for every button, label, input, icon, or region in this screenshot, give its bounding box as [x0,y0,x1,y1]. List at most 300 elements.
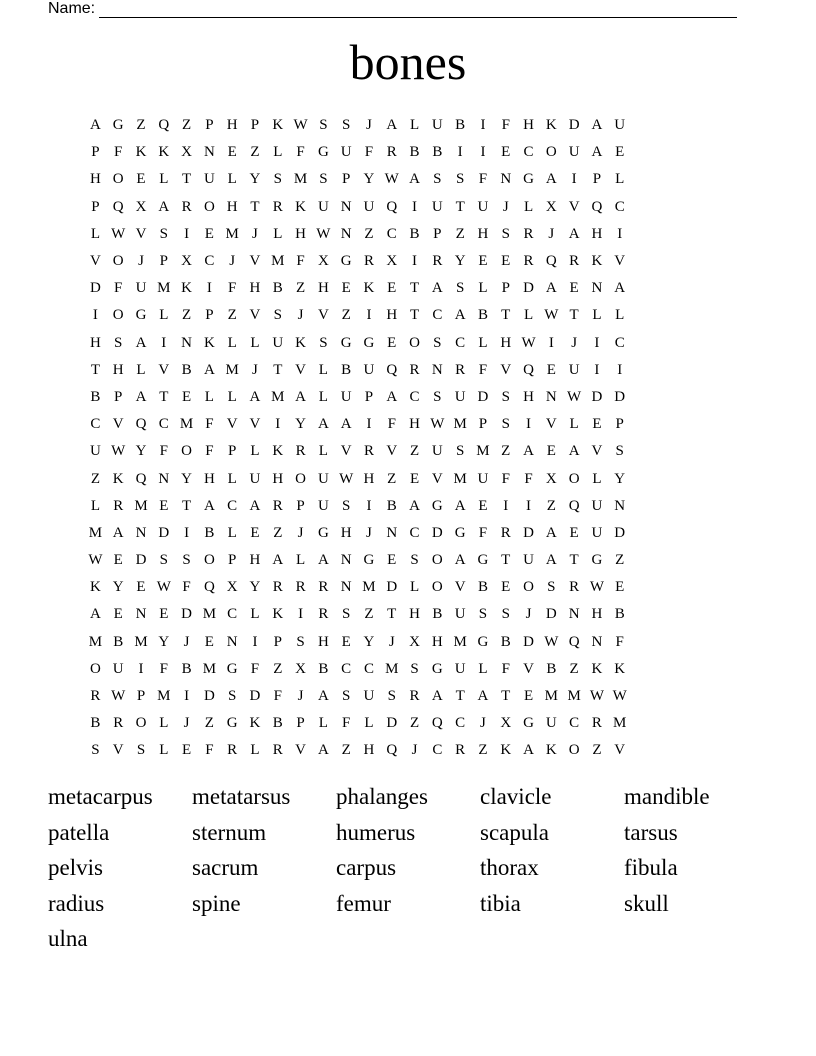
grid-letter: J [252,361,258,378]
grid-letter: F [205,742,214,759]
grid-letter: B [90,715,101,732]
word-list-item: tibia [480,890,521,916]
grid-letter: U [431,117,443,134]
grid-letter: S [433,334,442,351]
grid-letter: F [501,470,510,487]
grid-letter: F [250,660,260,677]
grid-letter: A [340,416,352,433]
grid-letter: V [500,361,512,378]
grid-letter: C [158,416,169,433]
grid-letter: X [386,253,398,270]
grid-letter: R [181,198,192,215]
grid-row [84,357,631,384]
grid-row [84,656,631,683]
grid-letter: S [501,225,510,242]
grid-letter: A [568,443,580,460]
grid-letter: M [271,253,285,270]
grid-letter: D [89,280,101,297]
grid-letter: M [202,606,217,623]
grid-letter: G [363,552,375,569]
grid-letter: B [181,660,192,677]
grid-letter: F [205,443,214,460]
grid-letter: U [568,144,580,161]
grid-letter: K [591,660,603,677]
grid-letter: O [203,552,215,569]
grid-letter: U [340,144,352,161]
grid-letter: V [386,443,398,460]
grid-letter: P [228,552,237,569]
grid-letter: G [477,633,489,650]
grid-letter: I [184,524,190,541]
grid-letter: J [480,715,486,732]
grid-letter: H [591,225,603,242]
grid-letter: M [544,688,558,705]
grid-letter: K [272,606,284,623]
grid-letter: T [501,552,511,569]
grid-letter: K [591,253,603,270]
grid-letter: L [318,443,328,460]
grid-letter: E [546,443,556,460]
grid-letter: J [252,225,258,242]
grid-letter: N [226,633,238,650]
grid-letter: W [293,117,308,134]
grid-letter: P [205,307,214,324]
grid-letter: K [203,334,215,351]
grid-letter: O [89,660,101,677]
grid-letter: T [455,198,465,215]
grid-letter: F [501,117,510,134]
grid-letter: I [480,144,486,161]
grid-letter: E [341,280,351,297]
grid-letter: S [341,497,351,514]
word-list-item: femur [336,890,391,916]
grid-letter: E [159,497,169,514]
grid-letter: H [272,470,284,487]
grid-letter: B [477,579,488,596]
grid-letter: A [591,144,603,161]
word-list-item: humerus [336,819,416,845]
grid-letter: C [455,334,466,351]
grid-letter: Q [135,416,147,433]
grid-letter: J [571,334,578,351]
grid-row [84,683,631,710]
grid-letter: M [225,225,239,242]
grid-letter: K [272,117,284,134]
grid-letter: F [228,280,237,297]
grid-letter: R [523,225,534,242]
grid-row [84,629,631,656]
grid-letter: I [275,416,281,433]
grid-letter: R [113,715,124,732]
grid-letter: E [159,606,169,623]
grid-letter: Q [386,742,398,759]
grid-letter: O [431,579,443,596]
grid-letter: Y [249,171,261,188]
grid-letter: D [431,524,443,541]
grid-letter: O [545,144,557,161]
grid-letter: Z [592,742,602,759]
grid-row [84,330,631,357]
grid-letter: I [571,171,577,188]
grid-letter: D [523,280,534,297]
grid-letter: I [92,307,98,324]
grid-letter: T [182,497,192,514]
grid-letter: R [591,715,602,732]
grid-letter: B [386,497,397,514]
grid-letter: P [159,253,168,270]
grid-letter: V [614,742,626,759]
name-field [48,0,737,18]
grid-letter: C [614,198,625,215]
grid-row [84,547,631,574]
grid-letter: A [545,524,557,541]
grid-letter: R [523,253,534,270]
grid-letter: D [203,688,215,705]
grid-letter: L [204,388,214,405]
grid-letter: Z [182,307,192,324]
grid-letter: D [523,633,534,650]
grid-letter: B [432,144,443,161]
grid-letter: L [273,225,283,242]
grid-letter: I [366,497,372,514]
grid-letter: S [273,307,282,324]
grid-letter: V [454,579,466,596]
name-label: Name: [48,0,96,17]
grid-letter: V [89,253,101,270]
grid-letter: W [544,633,559,650]
grid-letter: A [317,416,329,433]
grid-letter: C [204,253,215,270]
grid-letter: P [478,416,488,433]
grid-letter: N [340,198,352,215]
grid-letter: L [478,334,488,351]
grid-letter: L [318,715,328,732]
grid-letter: Q [386,361,398,378]
grid-letter: L [250,606,260,623]
grid-letter: E [182,742,192,759]
grid-row [84,601,631,628]
grid-letter: W [156,579,171,596]
grid-letter: F [273,688,282,705]
grid-letter: G [454,524,466,541]
grid-letter: X [181,144,192,161]
grid-letter: L [159,307,169,324]
grid-letter: U [89,443,101,460]
grid-letter: B [204,524,215,541]
grid-letter: O [135,715,147,732]
grid-letter: H [317,633,329,650]
grid-letter: J [366,524,372,541]
grid-letter: D [523,524,534,541]
grid-letter: H [500,334,512,351]
grid-letter: U [431,198,443,215]
grid-letter: P [433,225,442,242]
grid-letter: V [340,443,352,460]
grid-letter: K [545,742,557,759]
grid-letter: V [226,416,238,433]
grid-letter: P [91,198,100,215]
grid-letter: S [501,416,510,433]
grid-letter: Z [250,144,260,161]
grid-letter: A [249,388,261,405]
grid-letter: H [249,552,261,569]
grid-letter: U [454,660,466,677]
grid-letter: A [545,171,557,188]
grid-letter: K [295,198,306,215]
grid-letter: F [182,579,191,596]
grid-letter: J [388,633,395,650]
grid-letter: S [114,334,123,351]
grid-letter: X [409,633,420,650]
grid-letter: J [297,688,304,705]
grid-letter: R [272,198,283,215]
grid-letter: Y [614,470,626,487]
grid-letter: H [340,524,352,541]
grid-row [84,302,631,329]
grid-letter: V [591,443,603,460]
grid-row [84,520,631,547]
grid-letter: C [386,225,397,242]
grid-letter: V [249,307,261,324]
grid-letter: W [88,552,103,569]
grid-letter: P [250,117,260,134]
grid-letter: I [526,416,532,433]
grid-letter: W [544,307,559,324]
grid-letter: V [249,253,261,270]
grid-letter: X [181,253,192,270]
grid-letter: R [272,579,283,596]
grid-letter: L [250,443,260,460]
grid-letter: K [249,715,261,732]
grid-letter: A [545,280,557,297]
grid-letter: B [409,225,420,242]
grid-letter: R [569,579,580,596]
grid-row [84,493,631,520]
grid-letter: H [386,307,398,324]
grid-letter: G [135,307,147,324]
grid-letter: W [589,688,605,705]
grid-letter: L [159,715,169,732]
grid-letter: S [455,280,465,297]
grid-letter: U [317,198,329,215]
grid-letter: J [138,253,144,270]
grid-letter: E [478,497,488,514]
grid-letter: T [387,606,397,623]
word-list-item: spine [192,890,241,916]
grid-letter: C [432,307,443,324]
grid-letter: C [614,334,625,351]
grid-letter: I [366,307,372,324]
grid-letter: C [363,660,374,677]
grid-letter: A [249,497,261,514]
grid-letter: O [295,470,306,487]
grid-letter: R [569,253,580,270]
grid-letter: N [545,388,557,405]
grid-letter: X [545,198,557,215]
word-list-item: metacarpus [48,784,153,809]
grid-letter: M [134,497,148,514]
grid-row [84,112,631,139]
grid-letter: U [203,171,215,188]
grid-row [84,221,631,248]
grid-letter: K [363,280,375,297]
grid-row [84,166,631,193]
grid-letter: R [318,579,329,596]
grid-letter: D [568,117,580,134]
grid-letter: C [409,524,420,541]
grid-letter: E [227,144,237,161]
grid-letter: A [135,388,147,405]
grid-letter: L [227,524,237,541]
grid-letter: L [523,198,534,215]
grid-letter: T [182,171,192,188]
grid-letter: P [296,497,305,514]
grid-letter: E [136,171,146,188]
grid-letter: H [226,198,238,215]
grid-letter: R [409,361,420,378]
grid-letter: H [89,334,101,351]
grid-letter: E [546,361,556,378]
grid-letter: P [228,443,237,460]
grid-row [84,737,631,764]
grid-letter: Z [478,742,488,759]
grid-letter: U [568,361,580,378]
grid-letter: I [252,633,258,650]
grid-letter: A [568,225,580,242]
grid-letter: T [250,198,260,215]
grid-letter: S [319,334,328,351]
grid-letter: O [112,253,124,270]
grid-letter: F [159,443,168,460]
grid-letter: M [385,660,399,677]
grid-letter: I [457,144,463,161]
grid-letter: W [339,470,354,487]
grid-letter: S [547,579,556,596]
grid-letter: E [569,280,579,297]
grid-letter: H [226,117,238,134]
grid-letter: T [501,307,511,324]
grid-letter: A [386,117,398,134]
grid-letter: B [318,660,329,677]
grid-letter: B [341,361,352,378]
page-title: bones [349,34,467,90]
grid-letter: V [112,742,124,759]
grid-letter: R [363,253,374,270]
grid-letter: F [296,253,305,270]
grid-letter: I [206,280,212,297]
grid-letter: G [477,552,489,569]
grid-letter: J [548,225,555,242]
grid-letter: I [617,361,623,378]
grid-letter: H [203,470,215,487]
grid-letter: H [363,470,375,487]
grid-letter: S [273,171,282,188]
grid-letter: E [387,552,397,569]
grid-row [84,248,631,275]
grid-letter: Z [409,715,420,732]
grid-letter: F [159,660,168,677]
grid-letter: Y [249,579,261,596]
grid-letter: B [455,117,466,134]
grid-letter: N [568,606,580,623]
grid-letter: Z [569,660,579,677]
grid-letter: L [364,715,374,732]
grid-letter: T [455,688,465,705]
grid-letter: S [501,388,510,405]
word-list-item: carpus [336,855,397,880]
grid-letter: J [525,606,532,623]
grid-letter: U [272,334,284,351]
grid-letter: I [366,416,372,433]
grid-letter: D [386,715,398,732]
grid-letter: U [249,470,261,487]
grid-letter: N [203,144,215,161]
grid-letter: S [182,552,191,569]
grid-letter: A [317,688,329,705]
grid-letter: X [500,715,512,732]
grid-row [84,411,631,438]
grid-letter: U [135,280,147,297]
grid-letter: Z [295,280,306,297]
grid-letter: M [157,688,171,705]
grid-letter: X [545,470,557,487]
grid-letter: F [387,416,396,433]
grid-letter: L [90,225,100,242]
grid-letter: Z [273,524,283,541]
grid-letter: E [478,253,488,270]
grid-row [84,710,631,737]
grid-letter: W [316,225,331,242]
grid-letter: H [409,606,420,623]
grid-letter: R [272,742,283,759]
word-list-item: pelvis [48,855,103,880]
grid-letter: V [431,470,443,487]
grid-letter: S [319,117,328,134]
grid-letter: L [318,361,328,378]
grid-letter: V [523,660,534,677]
grid-letter: C [523,144,534,161]
grid-letter: U [454,606,466,623]
word-list-item: sternum [192,819,267,845]
grid-letter: S [455,443,465,460]
grid-letter: G [340,334,352,351]
grid-letter: E [409,470,420,487]
grid-letter: R [363,443,374,460]
grid-letter: Z [182,117,192,134]
grid-letter: S [501,606,510,623]
grid-letter: H [477,225,489,242]
grid-letter: Q [568,497,580,514]
grid-letter: L [273,144,283,161]
grid-letter: P [136,688,146,705]
grid-letter: Y [181,470,192,487]
grid-letter: U [477,470,489,487]
grid-letter: I [594,361,600,378]
grid-row [84,139,631,166]
grid-letter: Q [112,198,124,215]
grid-letter: T [159,388,169,405]
grid-letter: A [89,117,101,134]
grid-letter: A [135,334,147,351]
grid-letter: O [568,742,580,759]
grid-letter: J [297,524,304,541]
grid-letter: A [203,361,215,378]
grid-letter: H [112,361,124,378]
grid-letter: Z [341,742,351,759]
grid-letter: V [249,416,261,433]
grid-letter: P [592,171,602,188]
grid-letter: T [409,307,420,324]
